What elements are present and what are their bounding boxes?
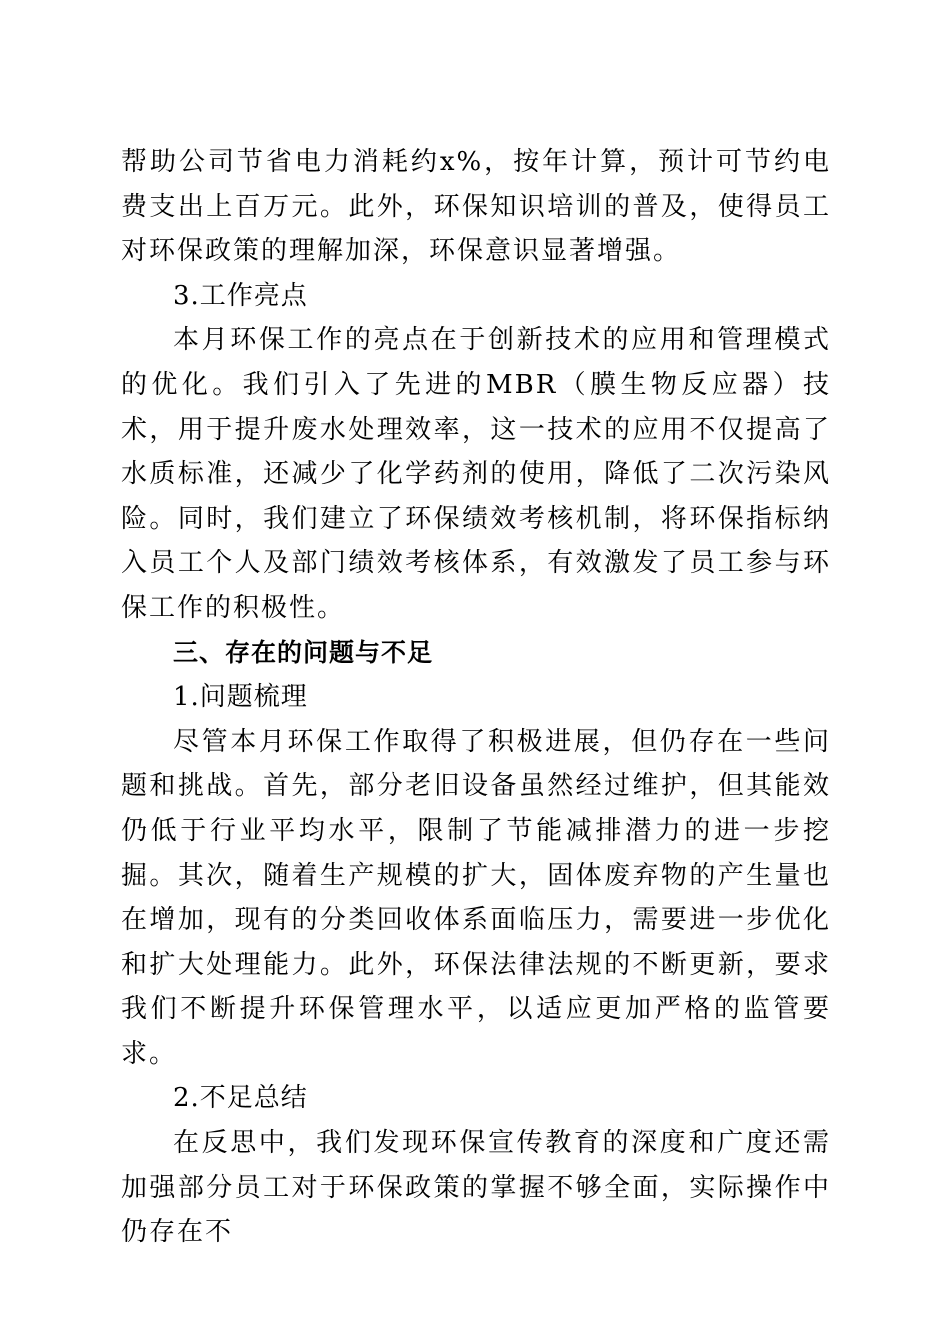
section-heading-shortcomings: 2.不足总结	[173, 1083, 308, 1114]
section-heading-work-highlights: 3.工作亮点	[173, 280, 308, 311]
paragraph-shortcomings: 在反思中，我们发现环保宣传教育的深度和广度还需加强部分员工对于环保政策的掌握不够全面，实际操作中仍存在不	[121, 1128, 831, 1248]
section-heading-problem-review: 1.问题梳理	[173, 682, 308, 713]
paragraph-problems: 尽管本月环保工作取得了积极进展，但仍存在一些问题和挑战。首先，部分老旧设备虽然经过维护，但其能效仍低于行业平均水平，限制了节能减排潜力的进一步挖掘。其次，随着生产规模的扩大，固体废弃物的产生量也在增加，现有的分类回收体系面临压力，需要进一步优化和扩大处理能力。此外，环保法律法规的不断更新，要求我们不断提升环保管理水平，以适应更加严格的监管要求。	[121, 726, 831, 1069]
paragraph-highlights: 本月环保工作的亮点在于创新技术的应用和管理模式的优化。我们引入了先进的MBR（膜生物反应器）技术，用于提升废水处理效率，这一技术的应用不仅提高了水质标准，还减少了化学药剂的使用，降低了二次污染风险。同时，我们建立了环保绩效考核机制，将环保指标纳入员工个人及部门绩效考核体系，有效激发了员工参与环保工作的积极性。	[121, 325, 831, 623]
paragraph-continued: 帮助公司节省电力消耗约x%，按年计算，预计可节约电费支出上百万元。此外，环保知识培训的普及，使得员工对环保政策的理解加深，环保意识显著增强。	[121, 147, 831, 267]
document-body	[121, 140, 831, 1255]
chapter-heading-problems: 三、存在的问题与不足	[173, 637, 434, 667]
